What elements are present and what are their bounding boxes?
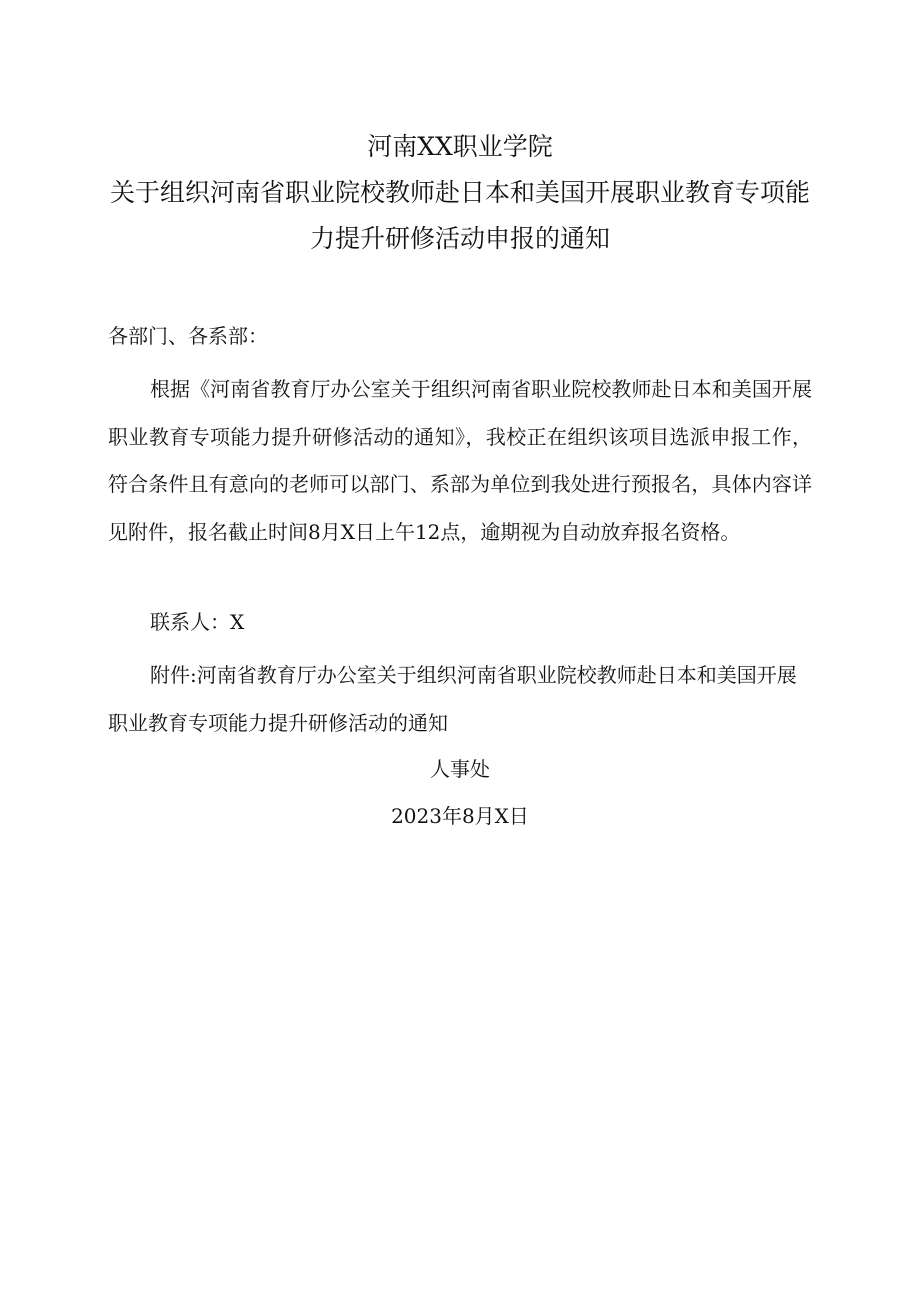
body-paragraph: 根据《河南省教育厅办公室关于组织河南省职业院校教师赴日本和美国开展职业教育专项能力提升研修活动的通知》，我校正在组织该项目选派申报工作，符合条件且有意向的老师可以部门、系部为单位到我处进行预报名，具体内容详见附件，报名截止时间8月X日上午12点，逾期视为自动放弃报名资格。 [108, 377, 812, 544]
contact-line: 联系人：X [150, 610, 245, 634]
title-line-subject-1: 关于组织河南省职业院校教师赴日本和美国开展职业教育专项能 [109, 178, 810, 207]
attachment-label: 附件: [150, 663, 197, 687]
title-line-subject-2: 力提升研修活动申报的通知 [309, 224, 610, 253]
title-line-institution: 河南XX职业学院 [367, 132, 553, 161]
issue-date: 2023年8月X日 [391, 804, 529, 828]
issuer-signature: 人事处 [430, 757, 490, 781]
salutation: 各部门、各系部： [108, 324, 268, 348]
attachment-text: 河南省教育厅办公室关于组织河南省职业院校教师赴日本和美国开展职业教育专项能力提升研修活动的通知 [108, 663, 797, 735]
document-title [100, 124, 820, 262]
attachment-paragraph [108, 652, 812, 747]
